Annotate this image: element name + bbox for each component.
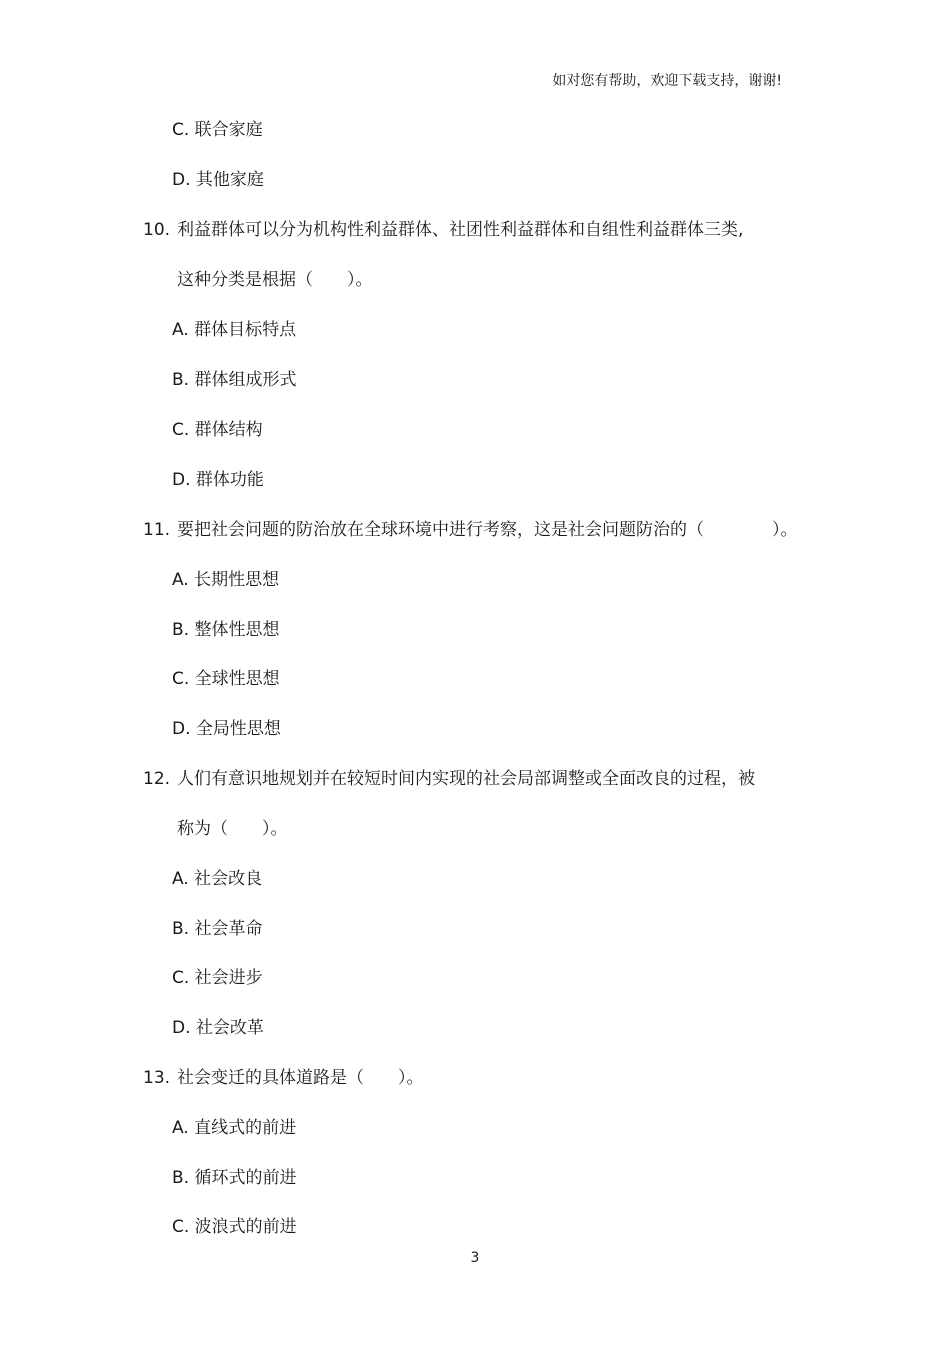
question-text: 利益群体可以分为机构性利益群体、社团性利益群体和自组性利益群体三类, bbox=[177, 220, 744, 240]
question-12 bbox=[143, 767, 755, 791]
question-number: 13. bbox=[143, 1068, 171, 1088]
option-11-d: D. 全局性思想 bbox=[172, 719, 281, 739]
question-11 bbox=[143, 518, 798, 542]
question-text: 要把社会问题的防治放在全球环境中进行考察，这是社会问题防治的（ ）。 bbox=[177, 520, 798, 540]
page-number: 3 bbox=[470, 1250, 480, 1266]
option-13-a: A. 直线式的前进 bbox=[172, 1118, 297, 1138]
option-10-c: C. 群体结构 bbox=[172, 420, 263, 440]
option-11-c: C. 全球性思想 bbox=[172, 669, 280, 689]
question-text: 人们有意识地规划并在较短时间内实现的社会局部调整或全面改良的过程，被 bbox=[177, 769, 755, 789]
option-12-a: A. 社会改良 bbox=[172, 869, 263, 889]
option-12-c: C. 社会进步 bbox=[172, 968, 263, 988]
option-11-b: B. 整体性思想 bbox=[172, 620, 280, 640]
option-prev-c: C. 联合家庭 bbox=[172, 120, 263, 140]
option-11-a: A. 长期性思想 bbox=[172, 570, 280, 590]
option-12-d: D. 社会改革 bbox=[172, 1018, 264, 1038]
question-text: 社会变迁的具体道路是（ ）。 bbox=[177, 1068, 424, 1088]
header-note: 如对您有帮助，欢迎下载支持，谢谢! bbox=[552, 73, 782, 89]
question-10-continuation: 这种分类是根据（ ）。 bbox=[177, 270, 373, 290]
option-10-d: D. 群体功能 bbox=[172, 470, 264, 490]
question-number: 12. bbox=[143, 769, 171, 789]
question-number: 10. bbox=[143, 220, 171, 240]
question-number: 11. bbox=[143, 520, 171, 540]
option-10-b: B. 群体组成形式 bbox=[172, 370, 297, 390]
question-10 bbox=[143, 218, 743, 242]
option-10-a: A. 群体目标特点 bbox=[172, 320, 297, 340]
question-13 bbox=[143, 1066, 424, 1090]
option-13-c: C. 波浪式的前进 bbox=[172, 1217, 297, 1237]
option-13-b: B. 循环式的前进 bbox=[172, 1168, 297, 1188]
option-prev-d: D. 其他家庭 bbox=[172, 170, 264, 190]
option-12-b: B. 社会革命 bbox=[172, 919, 263, 939]
question-12-continuation: 称为（ ）。 bbox=[177, 819, 288, 839]
